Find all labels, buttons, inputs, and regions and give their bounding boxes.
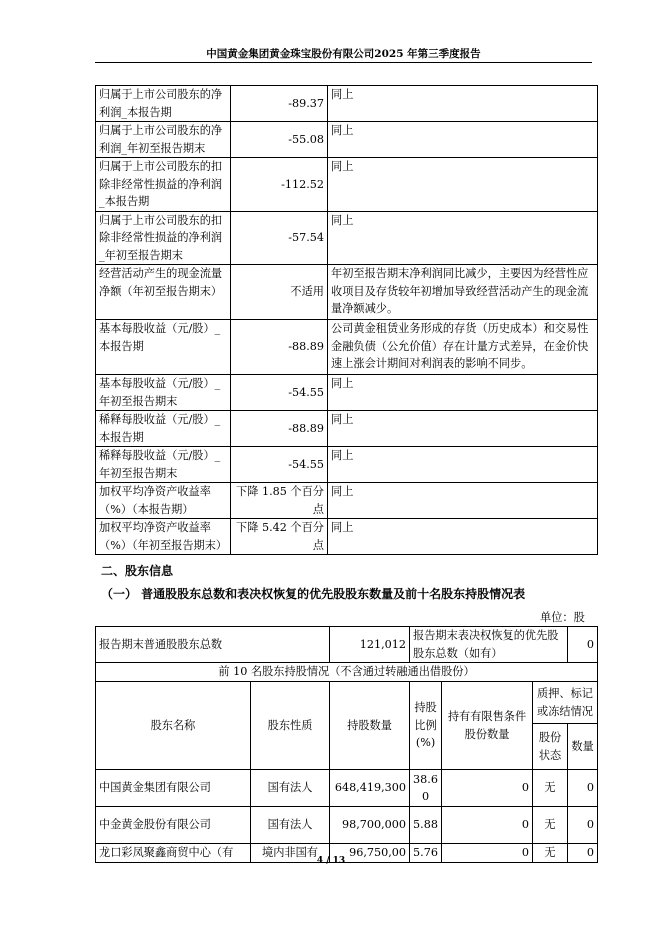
shareholder-restricted-shares: 0 (442, 770, 533, 807)
table-row (96, 483, 598, 519)
shareholder-share-ratio: 5.76 (410, 844, 442, 863)
shareholder-share-ratio: 38.60 (410, 770, 442, 807)
indicator-change-value: -57.54 (231, 211, 328, 265)
shareholder-share-ratio: 5.88 (410, 807, 442, 844)
indicator-change-value: -112.52 (231, 158, 328, 212)
indicator-change-value: -54.55 (231, 375, 328, 411)
table-row (96, 447, 598, 483)
section-title-shareholder-info: 二、股东信息 (101, 564, 174, 578)
shareholder-share-status: 无 (533, 844, 568, 863)
indicator-change-reason: 同上 (328, 86, 598, 122)
table-row (96, 211, 598, 265)
indicator-item: 经营活动产生的现金流量净额（年初至报告期末） (96, 265, 231, 320)
indicator-change-reason: 同上 (328, 122, 598, 158)
page-number: 4 / 13 (316, 856, 346, 866)
shareholder-name: 中金黄金股份有限公司 (96, 807, 251, 844)
shareholder-restricted-shares: 0 (442, 807, 533, 844)
shareholder-pledge-count: 0 (568, 770, 598, 807)
indicator-change-reason: 年初至报告期末净利润同比减少，主要因为经营性应收项目及存货较年初增加导致经营活动产生的现金流量净额减少。 (328, 265, 598, 320)
indicator-change-reason: 同上 (328, 211, 598, 265)
table-row (96, 807, 598, 844)
table-row (96, 627, 598, 663)
indicator-change-reason: 同上 (328, 411, 598, 447)
indicator-change-value: -88.89 (231, 320, 328, 375)
table-row (96, 86, 598, 122)
top10-section-title: 前 10 名股东持股情况（不含通过转融通出借股份） (96, 663, 598, 682)
shareholder-share-count: 648,419,300 (330, 770, 410, 807)
indicator-change-value: 下降 1.85 个百分点 (231, 483, 328, 519)
shareholder-name: 龙口彩凤聚鑫商贸中心（有 (96, 844, 251, 863)
shareholder-pledge-count: 0 (568, 807, 598, 844)
indicator-change-value: 下降 5.42 个百分点 (231, 519, 328, 555)
table-header-row (96, 682, 598, 724)
header-share-ratio: 持股比例(%) (410, 682, 442, 770)
indicator-change-value: -88.89 (231, 411, 328, 447)
indicator-change-value: -89.37 (231, 86, 328, 122)
table-row (96, 265, 598, 320)
preferred-shareholders-value: 0 (568, 627, 598, 663)
preferred-shareholders-label: 报告期末表决权恢复的优先股股东总数（如有） (410, 627, 568, 663)
shareholder-name: 中国黄金集团有限公司 (96, 770, 251, 807)
indicator-change-reason: 同上 (328, 158, 598, 212)
shareholder-restricted-shares: 0 (442, 844, 533, 863)
indicator-item: 归属于上市公司股东的扣除非经常性损益的净利润_年初至报告期末 (96, 211, 231, 265)
shareholder-nature: 国有法人 (251, 770, 330, 807)
indicator-item: 归属于上市公司股东的净利润_本报告期 (96, 86, 231, 122)
shareholder-pledge-count: 0 (568, 844, 598, 863)
shareholder-share-status: 无 (533, 770, 568, 807)
indicator-change-reason: 同上 (328, 519, 598, 555)
indicator-item: 归属于上市公司股东的扣除非经常性损益的净利润_本报告期 (96, 158, 231, 212)
header-share-status: 股份状态 (533, 724, 568, 770)
header-shareholder-name: 股东名称 (96, 682, 251, 770)
shareholder-share-status: 无 (533, 807, 568, 844)
table-row (96, 519, 598, 555)
indicator-item: 归属于上市公司股东的净利润_年初至报告期末 (96, 122, 231, 158)
indicator-change-reason: 同上 (328, 447, 598, 483)
indicator-change-reason: 公司黄金租赁业务形成的存货（历史成本）和交易性金融负债（公允价值）存在计量方式差异，在金价快速上涨会计期间对利润表的影响不同步。 (328, 320, 598, 375)
shareholder-share-count: 98,700,000 (330, 807, 410, 844)
section-subtitle-top10-shareholders: （一） 普通股股东总数和表决权恢复的优先股股东数量及前十名股东持股情况表 (101, 587, 526, 601)
table-row (96, 770, 598, 807)
shareholder-nature: 国有法人 (251, 807, 330, 844)
unit-label: 单位：股 (540, 611, 585, 624)
table-row (96, 411, 598, 447)
indicator-item: 稀释每股收益（元/股）_本报告期 (96, 411, 231, 447)
header-share-count: 持股数量 (330, 682, 410, 770)
header-pledge-freeze: 质押、标记或冻结情况 (533, 682, 598, 724)
header-rule (95, 62, 592, 63)
table-row (96, 375, 598, 411)
shareholder-share-count: 96,750,00 (330, 844, 410, 863)
indicator-change-value: 不适用 (231, 265, 328, 320)
indicator-change-value: -55.08 (231, 122, 328, 158)
indicator-item: 稀释每股收益（元/股）_年初至报告期末 (96, 447, 231, 483)
indicator-change-reason: 同上 (328, 375, 598, 411)
report-header-title: 中国黄金集团黄金珠宝股份有限公司2025 年第三季度报告 (206, 48, 481, 60)
indicator-item: 加权平均净资产收益率（%）（年初至报告期末） (96, 519, 231, 555)
indicator-change-table (95, 85, 598, 555)
indicator-item: 基本每股收益（元/股）_本报告期 (96, 320, 231, 375)
table-row (96, 663, 598, 682)
indicator-change-value: -54.55 (231, 447, 328, 483)
shareholder-nature: 境内非国有 (251, 844, 330, 863)
header-shareholder-nature: 股东性质 (251, 682, 330, 770)
indicator-change-reason: 同上 (328, 483, 598, 519)
total-shareholders-label: 报告期末普通股股东总数 (96, 627, 330, 663)
indicator-item: 加权平均净资产收益率（%）（本报告期） (96, 483, 231, 519)
total-shareholders-value: 121,012 (330, 627, 410, 663)
table-row (96, 122, 598, 158)
header-restricted-shares: 持有有限售条件股份数量 (442, 682, 533, 770)
shareholder-table (95, 626, 598, 863)
indicator-item: 基本每股收益（元/股）_年初至报告期末 (96, 375, 231, 411)
table-row (96, 320, 598, 375)
table-row (96, 158, 598, 212)
header-pledge-count: 数量 (568, 724, 598, 770)
